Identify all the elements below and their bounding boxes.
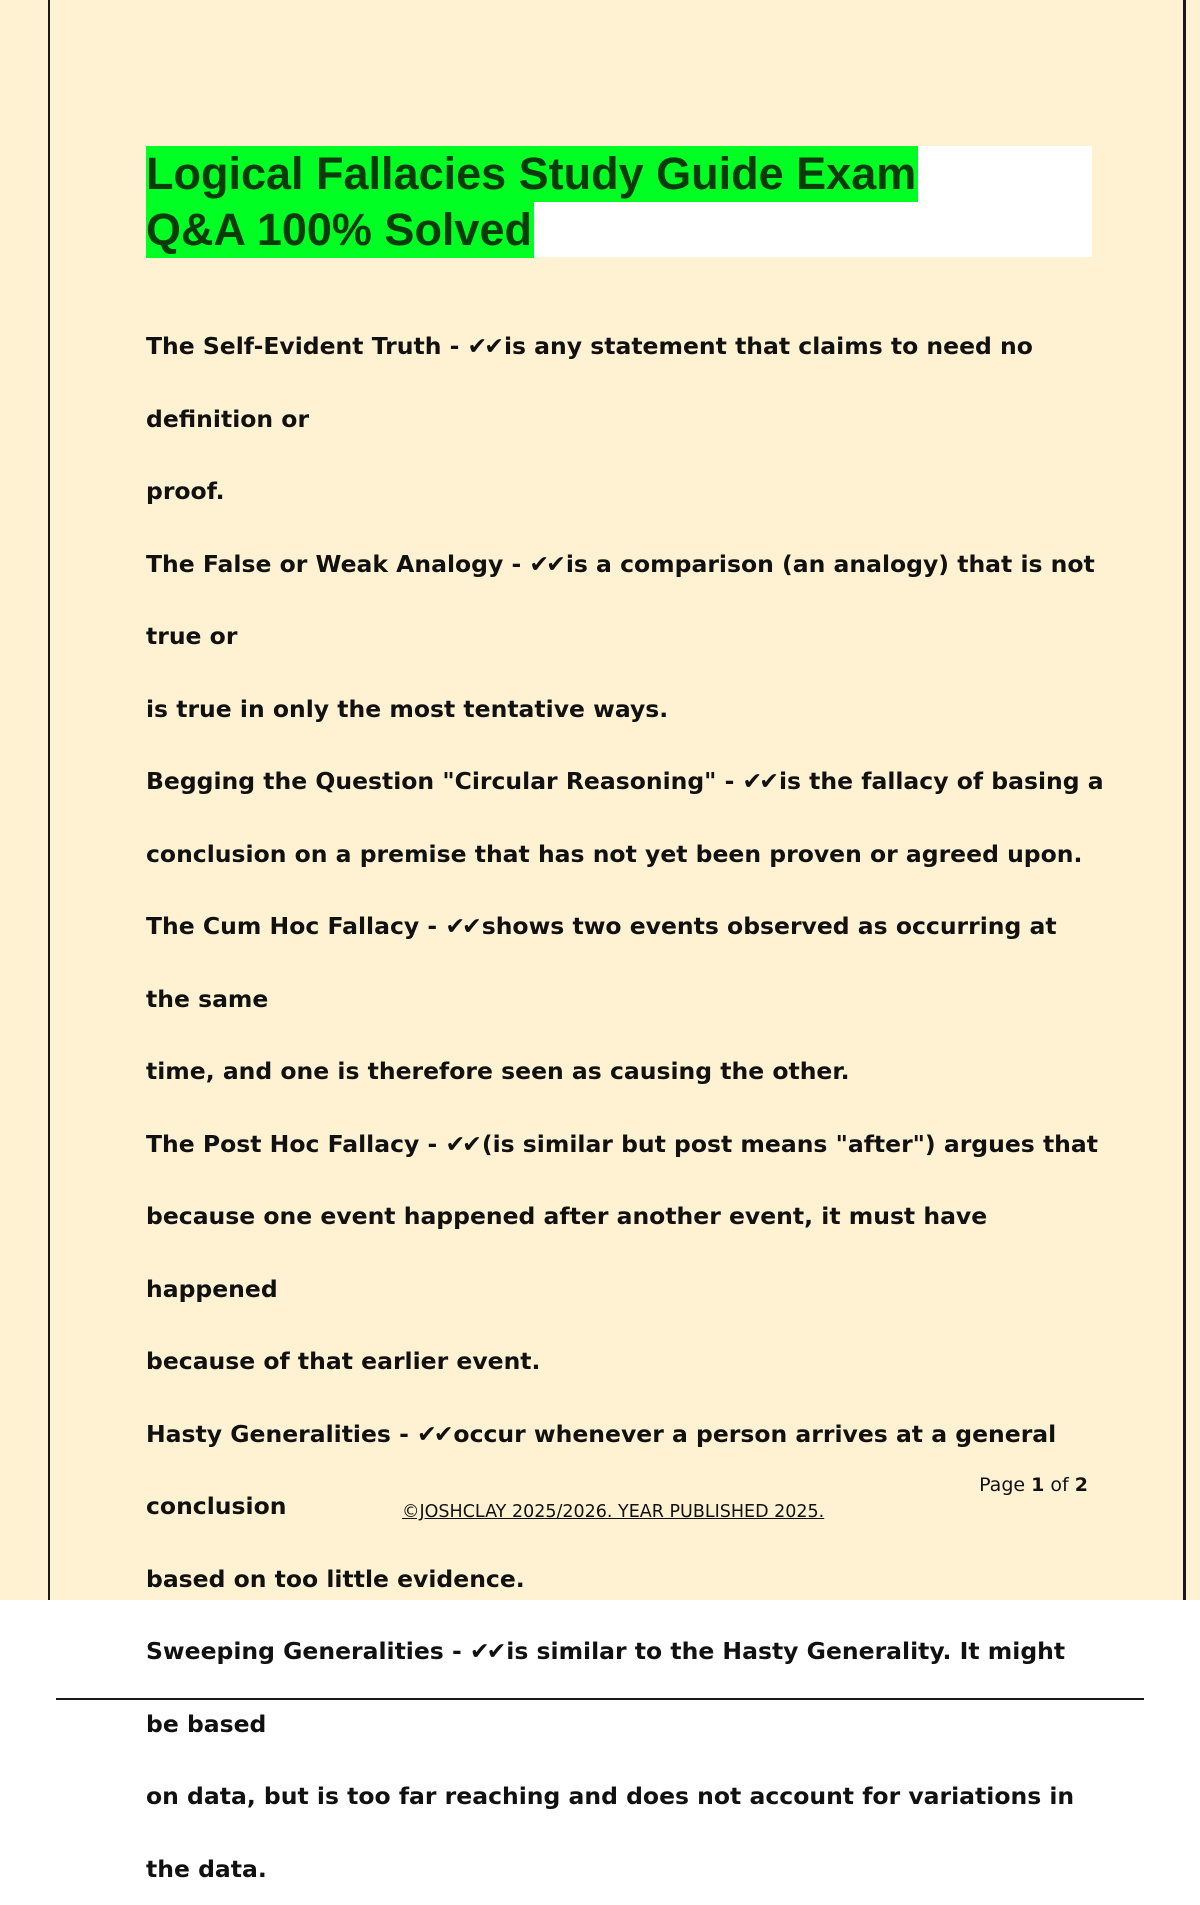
entry-definition: is any statement that claims to need no definition or [146,332,1033,433]
entry-definition: time, and one is therefore seen as causing the other. [146,1057,850,1085]
entry-term: The Self-Evident Truth - [146,332,468,360]
entry-definition: proof. [146,477,225,505]
entry-term: Sweeping Generalities - [146,1637,470,1665]
check-icon: ✔✔ [445,912,479,940]
entry-term: The False or Weak Analogy - [146,549,530,578]
entry-term: Hasty Generalities - [146,1419,418,1448]
page-current: 1 [1031,1474,1045,1496]
title-box [146,146,1092,257]
entry-definition: is a comparison (an analogy) that is not true or [146,549,1095,650]
check-icon: ✔✔ [529,549,563,578]
entry-term: The Cum Hoc Fallacy - [146,912,446,940]
fallacy-entry-sweeping-generalities [146,1615,1106,1905]
check-icon: ✔✔ [742,767,776,795]
check-icon: ✔✔ [417,1419,451,1448]
page-border-left [48,0,50,1600]
page-number [979,1474,1088,1496]
entry-definition: because of that earlier event. [146,1347,541,1375]
page-border-right [1183,0,1186,1600]
entry-definition: is the fallacy of basing a [778,767,1104,795]
check-icon: ✔✔ [469,1637,504,1665]
entry-term: Begging the Question "Circular Reasoning" - [146,767,743,795]
fallacy-entry-self-evident-truth [146,310,1106,528]
entry-definition: based on too little evidence. [146,1564,525,1593]
entry-term: The Post Hoc Fallacy - [146,1129,446,1158]
fallacy-entry-begging-the-question [146,745,1106,890]
entry-definition: conclusion on a premise that has not yet been proven or agreed upon. [146,839,1083,868]
document-title [146,146,1092,258]
page-of: of [1044,1474,1075,1496]
fallacy-list [146,310,1106,1905]
copyright-notice: ©JOSHCLAY 2025/2026. YEAR PUBLISHED 2025. [402,1502,825,1522]
entry-definition: is true in only the most tentative ways. [146,694,669,723]
fallacy-entry-cum-hoc [146,890,1106,1108]
page-label: Page [979,1474,1032,1496]
title-line-1: Logical Fallacies Study Guide Exam [146,146,918,202]
entry-definition: occur whenever a person arrives at a general conclusion [146,1419,1057,1520]
fallacy-entry-post-hoc [146,1108,1106,1398]
page-total: 2 [1074,1474,1088,1496]
entry-definition: is similar to the Hasty Generality. It might be based [146,1637,1066,1738]
title-line-2: Q&A 100% Solved [146,202,534,258]
entry-definition: because one event happened after another event, it must have happened [146,1202,988,1303]
entry-definition: on data, but is too far reaching and does not account for variations in the data. [146,1782,1075,1883]
entry-definition: shows two events observed as occurring at the same [146,912,1057,1013]
entry-definition: (is similar but post means "after") argues that [481,1129,1099,1158]
check-icon: ✔✔ [467,332,501,360]
check-icon: ✔✔ [445,1129,479,1158]
fallacy-entry-false-analogy [146,528,1106,746]
